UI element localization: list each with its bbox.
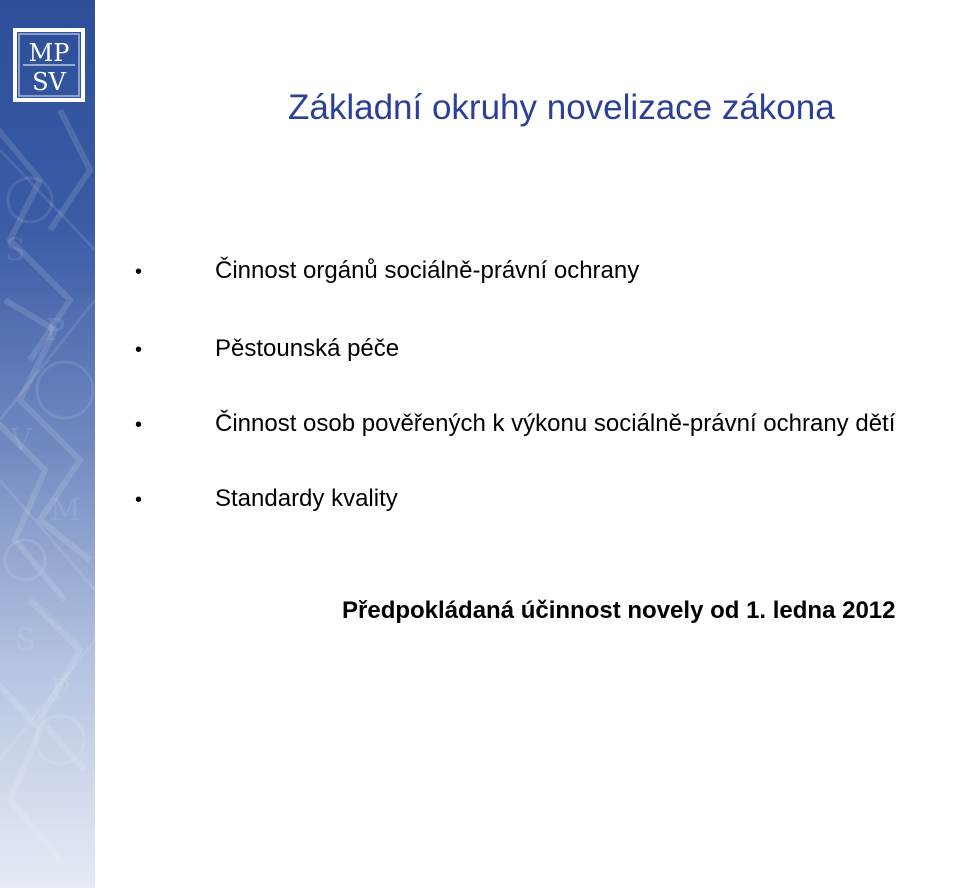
bullet-icon: • xyxy=(135,414,143,436)
logo-line2: SV xyxy=(32,68,66,96)
svg-text:S: S xyxy=(15,623,36,658)
mpsv-logo xyxy=(13,28,85,102)
svg-text:P: P xyxy=(50,673,71,708)
bullet-text: Pěstounská péče xyxy=(215,335,400,362)
svg-text:V: V xyxy=(10,423,32,458)
bullet-text: Standardy kvality xyxy=(215,485,398,512)
bullet-text: Činnost osob pověřených k výkonu sociálně-právní ochrany dětí xyxy=(215,410,896,437)
bullet-item xyxy=(135,256,639,287)
svg-text:P: P xyxy=(45,313,66,348)
bullet-icon: • xyxy=(135,339,143,361)
bullet-item xyxy=(135,484,398,515)
sidebar-pattern-icon xyxy=(0,0,95,888)
svg-text:M: M xyxy=(50,493,81,528)
slide-title: Základní okruhy novelizace zákona xyxy=(288,88,835,127)
bullet-item xyxy=(135,409,895,440)
logo-line1: MP xyxy=(28,39,70,67)
decorative-sidebar xyxy=(0,0,95,888)
mpsv-logo-icon xyxy=(13,28,85,102)
bullet-text: Činnost orgánů sociálně-právní ochrany xyxy=(215,257,640,284)
svg-text:S: S xyxy=(5,233,26,268)
bullet-icon: • xyxy=(135,261,143,283)
bullet-icon: • xyxy=(135,489,143,511)
effective-date-note: Předpokládaná účinnost novely od 1. ledna 2012 xyxy=(342,597,896,624)
bullet-item xyxy=(135,334,399,365)
